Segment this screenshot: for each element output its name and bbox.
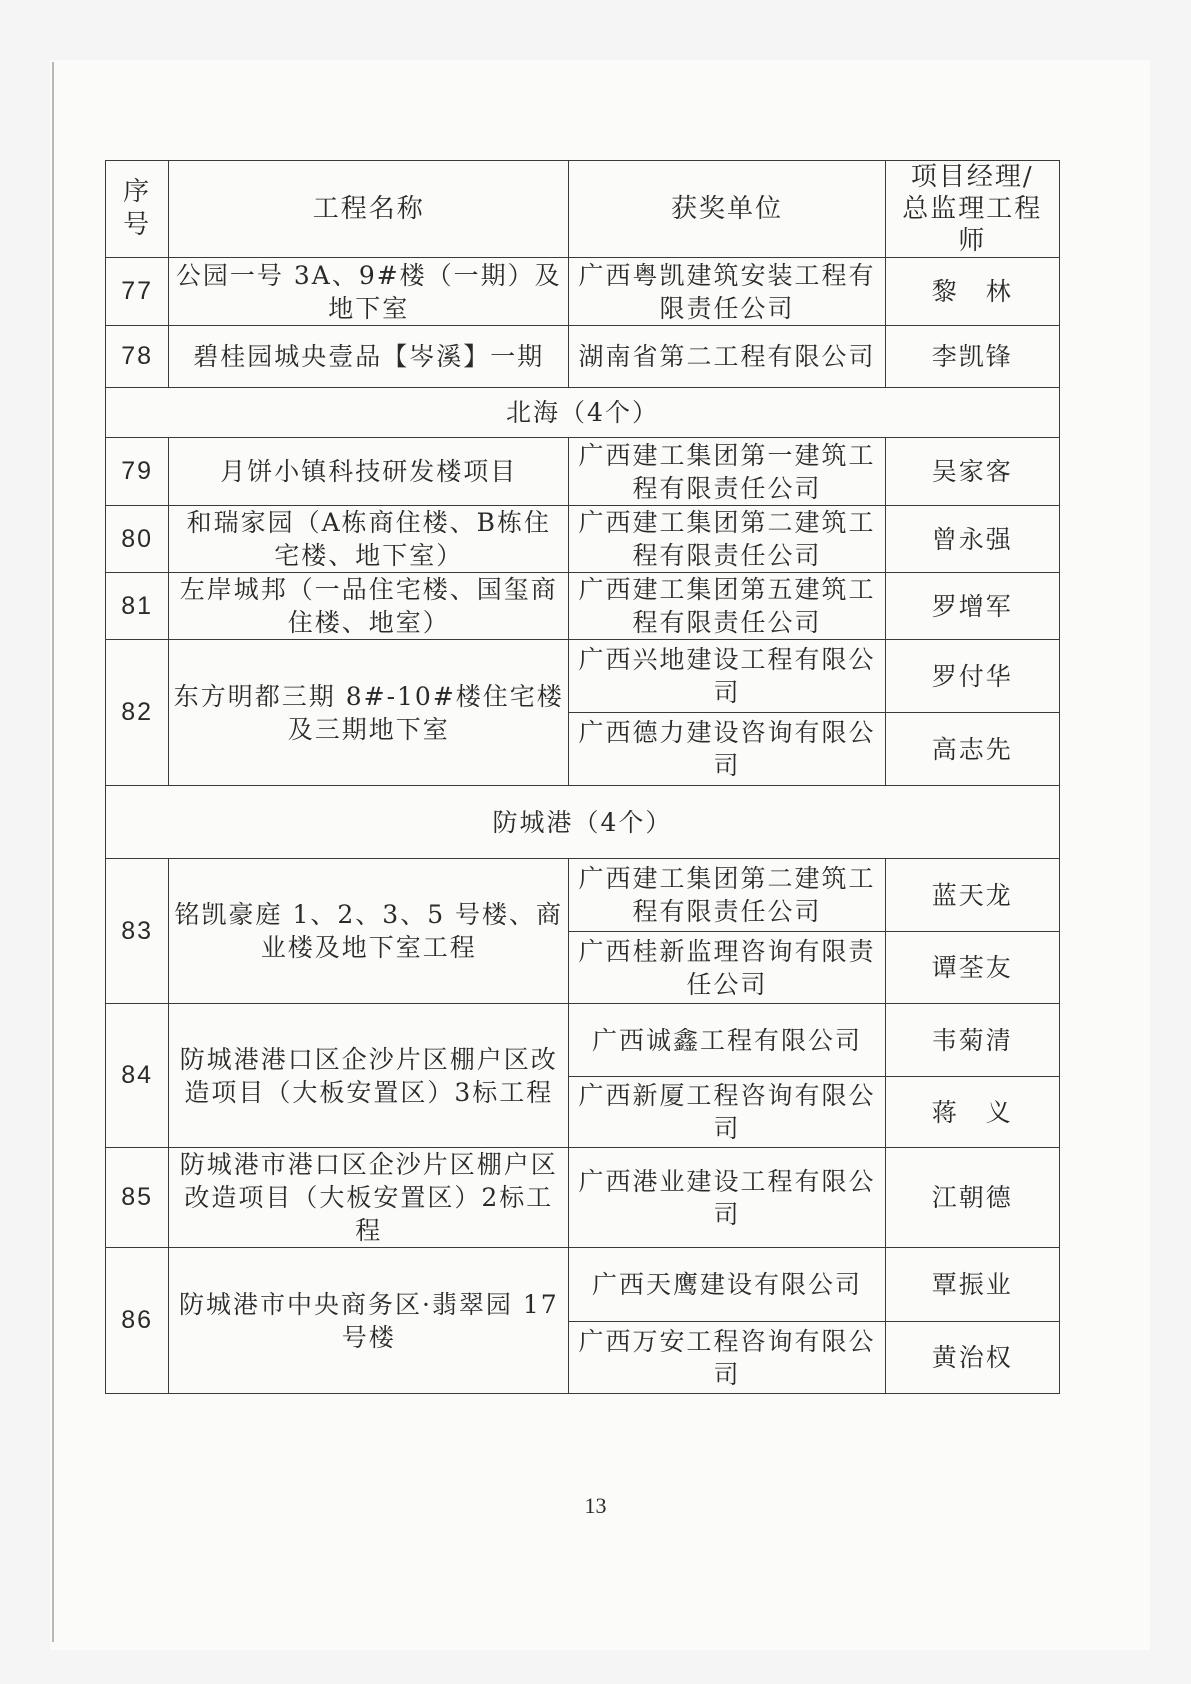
row-project: 月饼小镇科技研发楼项目 [169,438,569,506]
row-manager: 吴家客 [885,438,1059,506]
row-unit: 广西桂新监理咨询有限责任公司 [569,932,885,1004]
header-unit: 获奖单位 [569,161,885,258]
table-row [106,859,1060,932]
page-number: 13 [584,1493,607,1518]
row-unit: 广西新厦工程咨询有限公司 [569,1077,885,1148]
row-unit: 湖南省第二工程有限公司 [569,326,885,388]
row-seq: 83 [106,859,169,1004]
region-row-beihai [106,388,1060,438]
row-seq: 85 [106,1148,169,1248]
row-manager: 蓝天龙 [885,859,1059,932]
row-project: 公园一号 3A、9#楼（一期）及地下室 [169,258,569,326]
row-unit: 广西德力建设咨询有限公司 [569,713,885,786]
row-unit: 广西建工集团第五建筑工程有限责任公司 [569,573,885,640]
row-seq: 80 [106,506,169,573]
row-project: 铭凯豪庭 1、2、3、5 号楼、商业楼及地下室工程 [169,859,569,1004]
row-manager: 高志先 [885,713,1059,786]
table-row [106,1004,1060,1077]
region-row-fangchenggang [106,786,1060,859]
row-unit: 广西诚鑫工程有限公司 [569,1004,885,1077]
region-heading: 防城港（4个） [106,786,1060,859]
row-manager: 罗增军 [885,573,1059,640]
table-row [106,438,1060,506]
row-unit: 广西港业建设工程有限公司 [569,1148,885,1248]
row-manager: 韦菊清 [885,1004,1059,1077]
header-manager-line1: 项目经理/ [910,162,1034,192]
row-manager: 曾永强 [885,506,1059,573]
row-unit: 广西建工集团第一建筑工程有限责任公司 [569,438,885,506]
row-manager: 黄治权 [885,1322,1059,1394]
row-seq: 79 [106,438,169,506]
row-manager: 黎 林 [885,258,1059,326]
row-unit: 广西建工集团第二建筑工程有限责任公司 [569,506,885,573]
region-heading: 北海（4个） [106,388,1060,438]
row-unit: 广西万安工程咨询有限公司 [569,1322,885,1394]
row-unit: 广西建工集团第二建筑工程有限责任公司 [569,859,885,932]
row-project: 东方明都三期 8#-10#楼住宅楼及三期地下室 [169,640,569,786]
row-seq: 84 [106,1004,169,1148]
row-manager: 江朝德 [885,1148,1059,1248]
table-row [106,1148,1060,1248]
table-row [106,640,1060,713]
row-seq: 82 [106,640,169,786]
table-row [106,258,1060,326]
header-manager-line2: 总监理工程师 [902,194,1043,256]
row-manager: 谭荃友 [885,932,1059,1004]
row-unit: 广西粤凯建筑安装工程有限责任公司 [569,258,885,326]
row-project: 碧桂园城央壹品【岑溪】一期 [169,326,569,388]
row-project: 防城港市中央商务区·翡翠园 17 号楼 [169,1248,569,1394]
row-unit: 广西天鹰建设有限公司 [569,1248,885,1322]
row-project: 和瑞家园（A栋商住楼、B栋住宅楼、地下室） [169,506,569,573]
row-manager: 罗付华 [885,640,1059,713]
header-seq: 序号 [106,161,169,258]
row-project: 防城港市港口区企沙片区棚户区改造项目（大板安置区）2标工程 [169,1148,569,1248]
row-manager: 李凯锋 [885,326,1059,388]
row-seq: 86 [106,1248,169,1394]
header-project: 工程名称 [169,161,569,258]
scan-edge [52,62,54,1642]
row-manager: 覃振业 [885,1248,1059,1322]
header-manager [885,161,1059,258]
awards-table [105,160,1060,1394]
table-header-row [106,161,1060,258]
row-seq: 81 [106,573,169,640]
row-seq: 77 [106,258,169,326]
table-row [106,326,1060,388]
table-row [106,573,1060,640]
row-project: 防城港港口区企沙片区棚户区改造项目（大板安置区）3标工程 [169,1004,569,1148]
row-seq: 78 [106,326,169,388]
row-project: 左岸城邦（一品住宅楼、国玺商住楼、地室） [169,573,569,640]
table-row [106,1248,1060,1322]
row-unit: 广西兴地建设工程有限公司 [569,640,885,713]
row-manager: 蒋 义 [885,1077,1059,1148]
table-row [106,506,1060,573]
